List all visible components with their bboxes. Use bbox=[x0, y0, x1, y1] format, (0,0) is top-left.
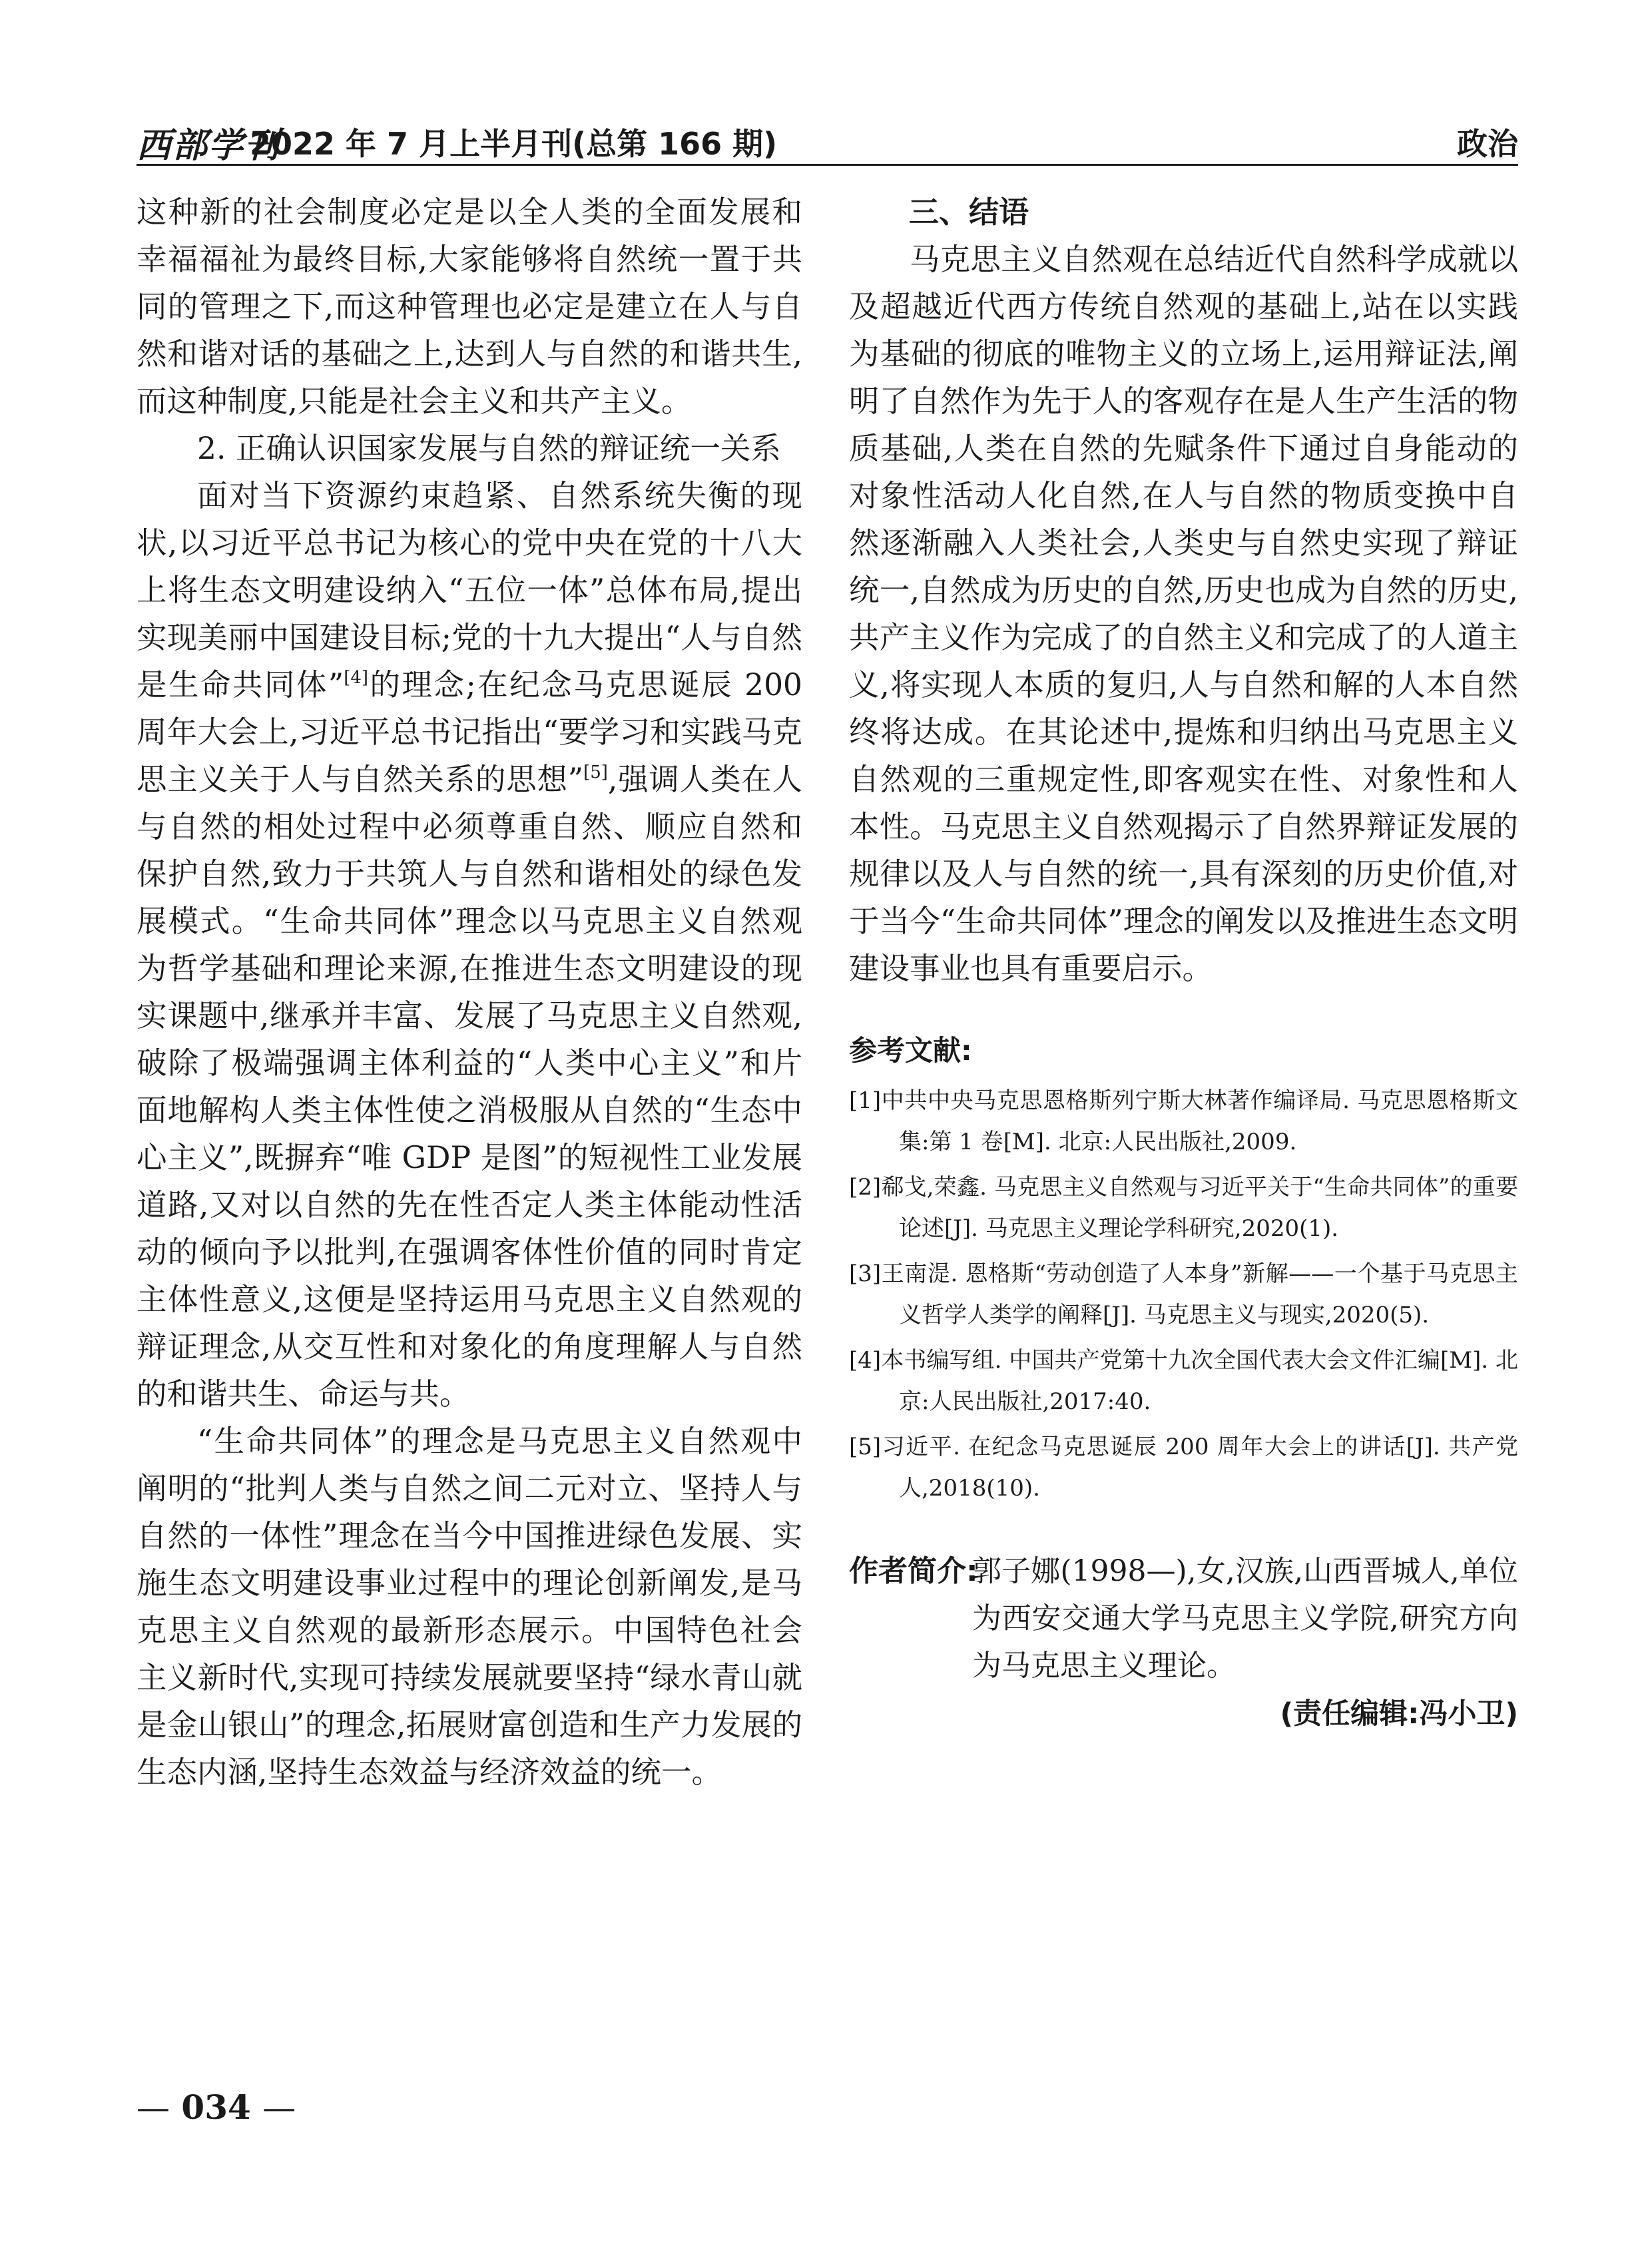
footer-dash: — bbox=[137, 2088, 170, 2127]
left-column bbox=[137, 188, 802, 1796]
author-text: 郭子娜(1998—),女,汉族,山西晋城人,单位为西安交通大学马克思主义学院,研究方向为马克思主义理论。 bbox=[972, 1554, 1518, 1683]
reference-item: [3]王南湜. 恩格斯“劳动创造了人本身”新解——一个基于马克思主义哲学人类学的阐释[J]. 马克思主义与现实,2020(5). bbox=[849, 1261, 1518, 1328]
responsible-editor: (责任编辑:冯小卫) bbox=[1280, 1697, 1518, 1731]
subsection-heading: 2. 正确认识国家发展与自然的辩证统一关系 bbox=[197, 431, 781, 466]
references-list bbox=[849, 1080, 1518, 1509]
paragraph-text: 的理念;在纪念马克思诞辰 200 周年大会上,习近平总书记指出“要学习和实践马克思主义关于人与自然关系的思想” bbox=[137, 667, 802, 797]
paragraph: “生命共同体”的理念是马克思主义自然观中阐明的“批判人类与自然之间二元对立、坚持人与自然的一体性”理念在当今中国推进绿色发展、实施生态文明建设事业过程中的理论创新阐发,是马克思主义自然观的最新形态展示。中国特色社会主义新时代,实现可持续发展就要坚持“绿水青山就是金山银山”的理念,拓展财富创造和生产力发展的生态内涵,坚持生态效益与经济效益的统一。 bbox=[137, 1424, 802, 1790]
paragraph-text: ,强调人类在人与自然的相处过程中必须尊重自然、顺应自然和保护自然,致力于共筑人与自然和谐相处的绿色发展模式。“生命共同体”理念以马克思主义自然观为哲学基础和理论来源,在推进生态文明建设的现实课题中,继承并丰富、发展了马克思主义自然观,破除了极端强调主体利益的“人类中心主义”和片面地解构人类主体性使之消极服从自然的“生态中心主义”,既摒弃“唯 GDP 是图”的短视性工业发展道路,又对以自然的先在性否定人类主体能动性活动的倾向予以批判,在强调客体性价值的同时肯定主体性意义,这便是坚持运用马克思主义自然观的辩证理念,从交互性和对象化的角度理解人与自然的和谐共生、命运与共。 bbox=[137, 762, 802, 1412]
right-column bbox=[849, 188, 1518, 1736]
author-bio bbox=[849, 1547, 1518, 1689]
citation-ref: [4] bbox=[344, 668, 369, 688]
page-header bbox=[137, 113, 1518, 166]
reference-item: [1]中共中央马克思恩格斯列宁斯大林著作编译局. 马克思恩格斯文集:第 1 卷[M]. 北京:人民出版社,2009. bbox=[849, 1087, 1518, 1155]
reference-item: [5]习近平. 在纪念马克思诞辰 200 周年大会上的讲话[J]. 共产党人,2018(10). bbox=[849, 1434, 1518, 1502]
conclusion-paragraph: 马克思主义自然观在总结近代自然科学成就以及超越近代西方传统自然观的基础上,站在以实践为基础的彻底的唯物主义的立场上,运用辩证法,阐明了自然作为先于人的客观存在是人生产生活的物质基础,人类在自然的先赋条件下通过自身能动的对象性活动人化自然,在人与自然的物质变换中自然逐渐融入人类社会,人类史与自然史实现了辩证统一,自然成为历史的自然,历史也成为自然的历史,共产主义作为完成了的自然主义和完成了的人道主义,将实现人本质的复归,人与自然和解的人本自然终将达成。在其论述中,提炼和归纳出马克思主义自然观的三重规定性,即客观实在性、对象性和人本性。马克思主义自然观揭示了自然界辩证发展的规律以及人与自然的统一,具有深刻的历史价值,对于当今“生命共同体”理念的阐发以及推进生态文明建设事业也具有重要启示。 bbox=[849, 242, 1518, 986]
reference-item: [4]本书编写组. 中国共产党第十九次全国代表大会文件汇编[M]. 北京:人民出版社,2017:40. bbox=[849, 1347, 1518, 1415]
footer-dash: — bbox=[262, 2088, 296, 2127]
author-label: 作者简介: bbox=[849, 1554, 978, 1588]
journal-logo: 西部学刊 bbox=[137, 125, 281, 166]
references-title: 参考文献: bbox=[849, 1034, 972, 1067]
paragraph bbox=[137, 472, 802, 1418]
section-label: 政治 bbox=[1457, 126, 1518, 162]
paragraph: 这种新的社会制度必定是以全人类的全面发展和幸福福祉为最终目标,大家能够将自然统一置于共同的管理之下,而这种管理也必定是建立在人与自然和谐对话的基础之上,达到人与自然的和谐共生,而这种制度,只能是社会主义和共产主义。 bbox=[137, 194, 802, 419]
citation-ref: [5] bbox=[583, 762, 608, 782]
section-heading: 三、结语 bbox=[909, 194, 1029, 230]
reference-item: [2]郗戈,荣鑫. 马克思主义自然观与习近平关于“生命共同体”的重要论述[J]. 马克思主义理论学科研究,2020(1). bbox=[849, 1174, 1518, 1242]
issue-info: 2022 年 7 月上半月刊(总第 166 期) bbox=[250, 126, 778, 162]
paragraph-text: 面对当下资源约束趋紧、自然系统失衡的现状,以习近平总书记为核心的党中央在党的十八大上将生态文明建设纳入“五位一体”总体布局,提出实现美丽中国建设目标;党的十九大提出“人与自然是生命共同体” bbox=[137, 478, 802, 702]
page-number: 034 bbox=[181, 2088, 251, 2127]
page-footer bbox=[137, 2088, 296, 2127]
